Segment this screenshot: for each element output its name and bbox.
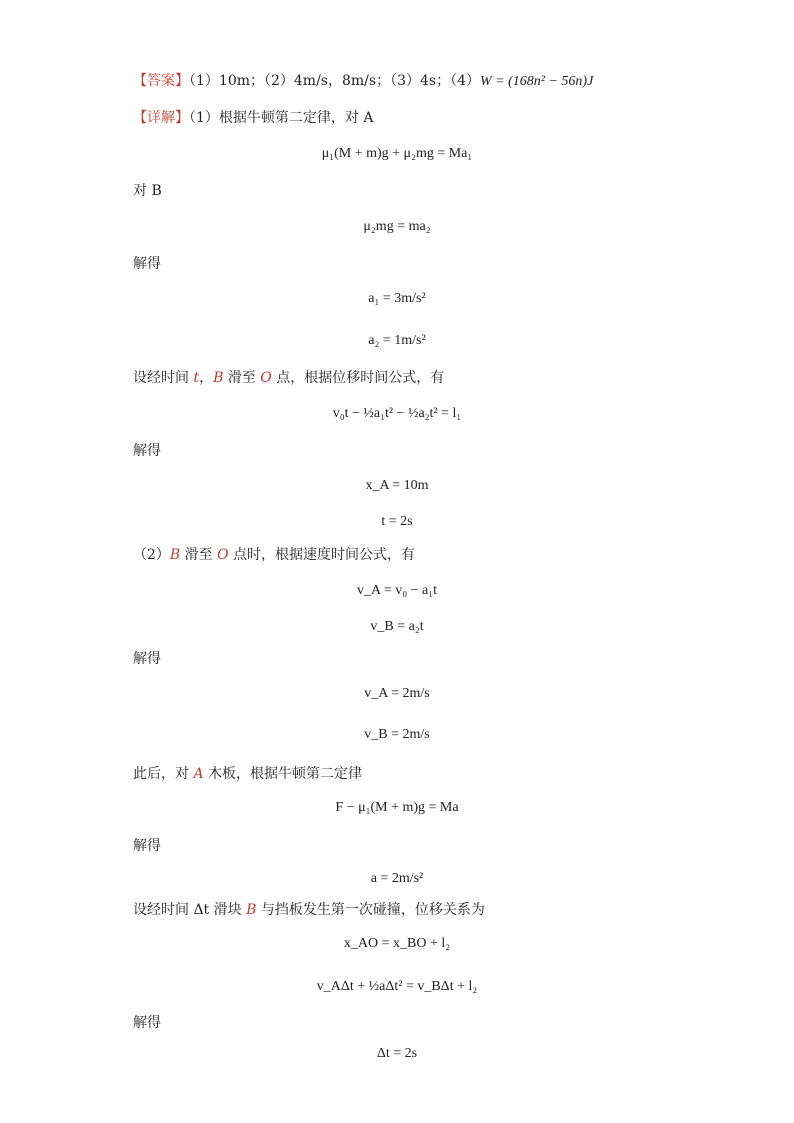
var-t: t [193, 370, 200, 386]
setup-text-1 [133, 369, 444, 387]
detail-intro: （1）根据牛顿第二定律，对 A [189, 110, 374, 126]
answer-formula: W = (168n² − 56n)J [479, 74, 594, 89]
after-a: 此后，对 [133, 766, 194, 782]
equation-collision: v_AΔt + ½aΔt² = v_BΔt + l₂ [316, 979, 478, 994]
setup1-part-c: 滑至 [223, 370, 261, 386]
result-a2: a₂ = 1m/s² [368, 333, 426, 348]
equation-newton-A: μ₁(M + m)g + μ₂mg = Ma₁ [321, 146, 473, 161]
equation-newton-B: μ₂mg = ma₂ [363, 219, 431, 234]
detail-label: 【详解】 [133, 110, 189, 126]
after-text [133, 765, 362, 783]
equation-vB: v_B = a₂t [370, 619, 424, 634]
solve-text-5: 解得 [133, 1015, 161, 1031]
setup1-part-b: ， [199, 370, 214, 386]
solve-text-3: 解得 [133, 651, 161, 667]
equation-position: x_AO = x_BO + l₂ [343, 936, 451, 951]
setup1-part-d: 点，根据位移时间公式，有 [271, 370, 445, 386]
for-B-text: 对 B [133, 183, 162, 199]
setup2-b: 与挡板发生第一次碰撞，位移关系为 [256, 902, 485, 918]
result-dt: Δt = 2s [376, 1046, 418, 1061]
result-vA: v_A = 2m/s [364, 686, 430, 701]
part2-var-B: B [169, 547, 181, 563]
answer-line [133, 72, 593, 91]
part2-a: （2） [133, 547, 170, 563]
answer-text: （1）10m；（2）4m/s，8m/s；（3）4s；（4） [189, 73, 480, 89]
setup2-a: 设经时间 Δt 滑块 [133, 902, 247, 918]
after-b: 木板，根据牛顿第二定律 [203, 766, 363, 782]
part2-text [133, 546, 415, 564]
result-xA: x_A = 10m [365, 478, 429, 493]
setup1-part-a: 设经时间 [133, 370, 194, 386]
solve-text-2: 解得 [133, 443, 161, 459]
setup-text-2 [133, 901, 485, 919]
setup2-var-B: B [246, 902, 257, 918]
answer-label: 【答案】 [133, 73, 189, 89]
result-a: a = 2m/s² [370, 871, 424, 886]
equation-board: F − μ₁(M + m)g = Ma [335, 800, 459, 815]
after-var-A: A [193, 766, 204, 782]
part2-c: 点时，根据速度时间公式，有 [228, 547, 416, 563]
result-t: t = 2s [381, 514, 413, 529]
detail-line [133, 109, 373, 127]
equation-displacement: v₀t − ½a₁t² − ½a₂t² = l₁ [332, 406, 462, 421]
solve-text-1: 解得 [133, 256, 161, 272]
var-O: O [260, 370, 272, 386]
part2-b: 滑至 [180, 547, 218, 563]
solve-text-4: 解得 [133, 838, 161, 854]
var-B: B [213, 370, 224, 386]
result-a1: a₁ = 3m/s² [368, 291, 426, 306]
part2-var-O: O [217, 547, 229, 563]
equation-vA: v_A = v₀ − a₁t [357, 583, 437, 598]
result-vB: v_B = 2m/s [364, 727, 430, 742]
